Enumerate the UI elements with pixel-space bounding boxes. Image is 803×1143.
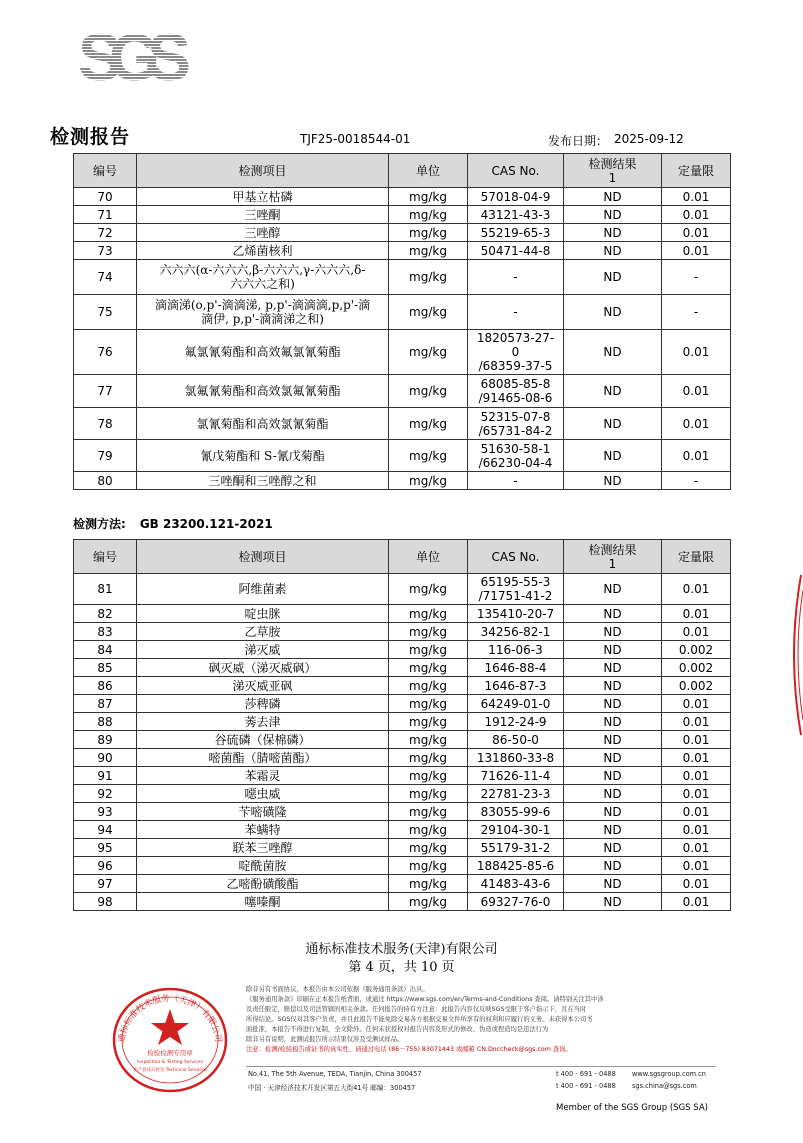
- cell-limit: 0.002: [662, 677, 731, 695]
- cell-cas: 64249-01-0: [468, 695, 564, 713]
- cell-cas-line: /68359-37-5: [478, 359, 553, 373]
- col-cas: CAS No.: [468, 154, 564, 188]
- address-en: No.41, The 5th Avenue, TEDA, Tianjin, China 300457: [248, 1070, 422, 1078]
- cell-no: 75: [74, 295, 137, 330]
- table-row: [74, 224, 731, 242]
- cell-result: ND: [564, 749, 662, 767]
- cell-item-line: 滴滴涕(o,p'-滴滴涕, p,p'-滴滴滴,p,p'-滴: [154, 298, 371, 312]
- cell-limit: 0.01: [662, 440, 731, 472]
- col-no: 编号: [74, 154, 137, 188]
- cell-unit: mg/kg: [389, 375, 468, 408]
- cell-limit: 0.01: [662, 875, 731, 893]
- cell-unit: mg/kg: [389, 749, 468, 767]
- col-item: 检测项目: [137, 540, 389, 574]
- cell-result: ND: [564, 713, 662, 731]
- sgs-logo-text: SGS: [78, 20, 191, 84]
- cell-unit: mg/kg: [389, 893, 468, 911]
- cell-limit: -: [662, 295, 731, 330]
- cell-cas: 1646-88-4: [468, 659, 564, 677]
- cell-unit: mg/kg: [389, 857, 468, 875]
- cell-item: 联苯三唑醇: [137, 839, 389, 857]
- table-row: [74, 295, 731, 330]
- company-seal: [110, 985, 230, 1095]
- cell-no: 84: [74, 641, 137, 659]
- table-row: [74, 785, 731, 803]
- disclaimer-line: 及责任限定，赔偿以及司法管辖的相关条款。任何报告的持有方注意：此报告内容仅反映SGS受限于客户指示下，且在当时: [246, 1006, 587, 1013]
- cell-no: 81: [74, 574, 137, 605]
- cell-limit: 0.01: [662, 188, 731, 206]
- verification-warning: 注意：检测/检验报告或证书的真实性，请通过电话 (86－755) 83071443 或邮箱 CN.Doccheck@sgs.com 查询。: [246, 1046, 572, 1053]
- test-method-standard: GB 23200.121-2021: [139, 517, 273, 531]
- sgs-member-note: Member of the SGS Group (SGS SA): [556, 1103, 708, 1113]
- cell-cas-line: /65731-84-2: [478, 423, 553, 438]
- cell-item-line: 六六六(α-六六六,β-六六六,γ-六六六,δ-: [159, 263, 366, 277]
- cell-cas-line: 0: [511, 345, 520, 359]
- cell-item: 乙烯菌核利: [137, 242, 389, 260]
- report-number: TJF25-0018544-01: [300, 132, 411, 146]
- seal-sub1: 检验检测专用章: [147, 1049, 193, 1057]
- cell-no: 95: [74, 839, 137, 857]
- cell-cas-line: 52315-07-8: [480, 409, 551, 424]
- table-row: [74, 408, 731, 440]
- cell-no: 86: [74, 677, 137, 695]
- cell-cas: 50471-44-8: [468, 242, 564, 260]
- table-row: [74, 731, 731, 749]
- cell-unit: mg/kg: [389, 659, 468, 677]
- cell-limit: 0.01: [662, 605, 731, 623]
- cell-no: 72: [74, 224, 137, 242]
- cell-item: 砜灭威（涕灭威砜）: [137, 659, 389, 677]
- report-title: 检测报告: [50, 126, 131, 148]
- cell-item: 乙草胺: [137, 623, 389, 641]
- cell-unit: mg/kg: [389, 677, 468, 695]
- cell-result: ND: [564, 188, 662, 206]
- cell-result: ND: [564, 803, 662, 821]
- cell-unit: mg/kg: [389, 188, 468, 206]
- table-row: [74, 605, 731, 623]
- cell-result: ND: [564, 440, 662, 472]
- cell-unit: mg/kg: [389, 641, 468, 659]
- cell-result: ND: [564, 206, 662, 224]
- cell-unit: mg/kg: [389, 605, 468, 623]
- cell-item: 苄嘧磺隆: [137, 803, 389, 821]
- cell-limit: 0.01: [662, 695, 731, 713]
- cell-result: ND: [564, 839, 662, 857]
- cell-item: 三唑醇: [137, 224, 389, 242]
- cell-limit: 0.01: [662, 821, 731, 839]
- cell-item: 阿维菌素: [137, 574, 389, 605]
- cell-limit: 0.01: [662, 623, 731, 641]
- cell-cas-line: /66230-04-4: [478, 455, 553, 470]
- cell-no: 76: [74, 330, 137, 375]
- col-result-label: 检测结果: [588, 542, 637, 557]
- cell-unit: mg/kg: [389, 731, 468, 749]
- issue-date-label: 发布日期：: [548, 134, 609, 148]
- cell-unit: mg/kg: [389, 330, 468, 375]
- table-row: [74, 875, 731, 893]
- cell-item: 氯氟氰菊酯和高效氯氟氰菊酯: [137, 375, 389, 408]
- cell-result: ND: [564, 623, 662, 641]
- table-header: [74, 154, 731, 188]
- cell-cas: 34256-82-1: [468, 623, 564, 641]
- cell-item: 涕灭威亚砜: [137, 677, 389, 695]
- table-row: [74, 440, 731, 472]
- cell-no: 73: [74, 242, 137, 260]
- cell-item-line: 滴伊, p,p'-滴滴涕之和): [201, 312, 324, 326]
- table-row: [74, 260, 731, 295]
- cell-cas: -: [468, 260, 564, 295]
- disclaimer-line: 除非另有书面协议，本报告由本公司依据《服务通用条款》出具。: [246, 986, 429, 993]
- cell-unit: mg/kg: [389, 839, 468, 857]
- cell-no: 94: [74, 821, 137, 839]
- cell-limit: 0.01: [662, 242, 731, 260]
- address-divider: [246, 1066, 716, 1067]
- cell-result: ND: [564, 659, 662, 677]
- cell-result: ND: [564, 295, 662, 330]
- cell-limit: 0.01: [662, 206, 731, 224]
- cell-result: ND: [564, 260, 662, 295]
- cell-unit: mg/kg: [389, 695, 468, 713]
- cell-cas: -: [468, 472, 564, 490]
- cell-unit: mg/kg: [389, 785, 468, 803]
- cell-item: 啶虫脒: [137, 605, 389, 623]
- page-number: 第 4 页，共 10 页: [348, 960, 455, 975]
- cell-no: 93: [74, 803, 137, 821]
- cell-cas: 1646-87-3: [468, 677, 564, 695]
- cell-item: 莠去津: [137, 713, 389, 731]
- cell-item: 氰戊菊酯和 S-氰戊菊酯: [137, 440, 389, 472]
- cell-item: 乙嘧酚磺酸酯: [137, 875, 389, 893]
- table-row: [74, 659, 731, 677]
- table-row: [74, 767, 731, 785]
- cell-unit: mg/kg: [389, 242, 468, 260]
- table-header: [74, 540, 731, 574]
- cell-limit: 0.01: [662, 408, 731, 440]
- cell-limit: 0.01: [662, 731, 731, 749]
- cell-cas-line: /71751-41-2: [478, 589, 553, 603]
- cell-item: 三唑酮: [137, 206, 389, 224]
- cell-limit: 0.01: [662, 713, 731, 731]
- cell-result: ND: [564, 408, 662, 440]
- cell-item: 氯氰菊酯和高效氯氰菊酯: [137, 408, 389, 440]
- cell-item: 谷硫磷（保棉磷）: [137, 731, 389, 749]
- disclaimer-line: 所得结论。SGS仅对其客户负责，并且此报告不能免除交易各方根据交易文件所享有的权利和应履行的义务。未获得本公司书: [246, 1016, 593, 1023]
- cell-no: 80: [74, 472, 137, 490]
- cell-cas: 43121-43-3: [468, 206, 564, 224]
- cell-result: ND: [564, 375, 662, 408]
- col-result-sub: 1: [608, 170, 617, 185]
- cell-no: 91: [74, 767, 137, 785]
- disclaimer: [246, 985, 716, 1055]
- col-limit: 定量限: [662, 540, 731, 574]
- cell-cas: 71626-11-4: [468, 767, 564, 785]
- table-row: [74, 695, 731, 713]
- cell-result: ND: [564, 224, 662, 242]
- seal-star-icon: [151, 1009, 189, 1045]
- cell-item-line: 六六六之和): [230, 277, 295, 291]
- cell-result: ND: [564, 785, 662, 803]
- cell-limit: 0.01: [662, 785, 731, 803]
- table-row: [74, 375, 731, 408]
- col-no: 编号: [74, 540, 137, 574]
- cell-result: ND: [564, 641, 662, 659]
- cell-item: 啶酰菌胺: [137, 857, 389, 875]
- cell-cas: [468, 440, 564, 472]
- email: sgs.china@sgs.com: [632, 1082, 697, 1090]
- cell-limit: 0.01: [662, 893, 731, 911]
- table-row: [74, 857, 731, 875]
- cell-item: 三唑酮和三唑醇之和: [137, 472, 389, 490]
- cell-no: 82: [74, 605, 137, 623]
- col-cas: CAS No.: [468, 540, 564, 574]
- table-row: [74, 641, 731, 659]
- issue-date: 2025-09-12: [614, 132, 684, 146]
- cell-cas: 41483-43-6: [468, 875, 564, 893]
- col-result: [564, 540, 662, 574]
- cell-result: ND: [564, 242, 662, 260]
- cell-unit: mg/kg: [389, 224, 468, 242]
- cell-unit: mg/kg: [389, 472, 468, 490]
- cell-item: 苯霜灵: [137, 767, 389, 785]
- disclaimer-line: 面批准，本报告不得进行复制，全文除外。任何未获授权对报告内容及形式的修改、伪造或捏造均是违法行为: [246, 1026, 549, 1033]
- cell-item: [137, 260, 389, 295]
- table-row: [74, 839, 731, 857]
- cell-cas: 29104-30-1: [468, 821, 564, 839]
- side-stamp-fragment: [783, 570, 803, 740]
- cell-unit: mg/kg: [389, 440, 468, 472]
- cell-item: 苯螨特: [137, 821, 389, 839]
- cell-unit: mg/kg: [389, 767, 468, 785]
- col-item: 检测项目: [137, 154, 389, 188]
- col-unit: 单位: [389, 540, 468, 574]
- cell-limit: 0.002: [662, 659, 731, 677]
- cell-no: 78: [74, 408, 137, 440]
- results-table-2: [73, 539, 731, 911]
- cell-result: ND: [564, 472, 662, 490]
- cell-no: 87: [74, 695, 137, 713]
- cell-item: 噁虫威: [137, 785, 389, 803]
- cell-cas: 86-50-0: [468, 731, 564, 749]
- cell-cas: [468, 375, 564, 408]
- table-row: [74, 749, 731, 767]
- cell-limit: 0.01: [662, 803, 731, 821]
- cell-result: ND: [564, 875, 662, 893]
- cell-cas: 188425-85-6: [468, 857, 564, 875]
- seal-text: 通标标准技术服务（天津）有限公司: [116, 993, 224, 1044]
- cell-unit: mg/kg: [389, 803, 468, 821]
- cell-item: 噻嗪酮: [137, 893, 389, 911]
- cell-limit: 0.01: [662, 767, 731, 785]
- col-result-label: 检测结果: [588, 156, 637, 171]
- results-table-1: [73, 153, 731, 490]
- col-result: [564, 154, 662, 188]
- cell-cas: 1912-24-9: [468, 713, 564, 731]
- seal-sub2: Inspection & Testing Services: [137, 1060, 203, 1065]
- cell-no: 77: [74, 375, 137, 408]
- cell-no: 71: [74, 206, 137, 224]
- table-row: [74, 472, 731, 490]
- cell-cas: 55219-65-3: [468, 224, 564, 242]
- cell-unit: mg/kg: [389, 295, 468, 330]
- cell-cas-line: 1820573-27-: [476, 331, 555, 345]
- address-cn: 中国 · 天津经济技术开发区第五大街41号 邮编：300457: [248, 1084, 416, 1092]
- cell-no: 90: [74, 749, 137, 767]
- cell-result: ND: [564, 677, 662, 695]
- cell-cas-line: 68085-85-8: [480, 377, 551, 391]
- table-row: [74, 206, 731, 224]
- cell-result: ND: [564, 695, 662, 713]
- col-unit: 单位: [389, 154, 468, 188]
- sgs-logo: [78, 20, 193, 84]
- cell-limit: 0.01: [662, 857, 731, 875]
- cell-no: 88: [74, 713, 137, 731]
- cell-no: 89: [74, 731, 137, 749]
- cell-limit: 0.01: [662, 375, 731, 408]
- cell-item: 涕灭威: [137, 641, 389, 659]
- table-body: [74, 188, 731, 490]
- cell-item: 氟氯氰菊酯和高效氟氯氰菊酯: [137, 330, 389, 375]
- cell-unit: mg/kg: [389, 574, 468, 605]
- cell-no: 79: [74, 440, 137, 472]
- test-method: [73, 515, 273, 532]
- cell-no: 74: [74, 260, 137, 295]
- cell-unit: mg/kg: [389, 623, 468, 641]
- cell-no: 85: [74, 659, 137, 677]
- company-name: 通标标准技术服务(天津)有限公司: [305, 942, 498, 957]
- cell-item: [137, 295, 389, 330]
- cell-unit: mg/kg: [389, 821, 468, 839]
- cell-result: ND: [564, 330, 662, 375]
- cell-no: 83: [74, 623, 137, 641]
- cell-limit: -: [662, 260, 731, 295]
- cell-no: 98: [74, 893, 137, 911]
- cell-cas: [468, 574, 564, 605]
- cell-cas-line: 65195-55-3: [480, 575, 551, 589]
- cell-no: 97: [74, 875, 137, 893]
- cell-cas: -: [468, 295, 564, 330]
- disclaimer-line: 除非另有说明，此测试报告所示结果仅涉及受测试样品。: [246, 1036, 404, 1043]
- cell-unit: mg/kg: [389, 713, 468, 731]
- col-limit: 定量限: [662, 154, 731, 188]
- phone-2: t 400 - 691 - 0488: [556, 1082, 616, 1090]
- cell-result: ND: [564, 731, 662, 749]
- cell-limit: -: [662, 472, 731, 490]
- table-row: [74, 188, 731, 206]
- cell-item: 莎稗磷: [137, 695, 389, 713]
- cell-cas: [468, 408, 564, 440]
- cell-result: ND: [564, 605, 662, 623]
- table-row: [74, 330, 731, 375]
- table-row: [74, 893, 731, 911]
- table-row: [74, 574, 731, 605]
- cell-cas: [468, 330, 564, 375]
- cell-cas: 22781-23-3: [468, 785, 564, 803]
- cell-item: 嘧菌酯（腈嘧菌酯）: [137, 749, 389, 767]
- cell-limit: 0.002: [662, 641, 731, 659]
- cell-cas-line: /91465-08-6: [478, 391, 553, 405]
- cell-unit: mg/kg: [389, 206, 468, 224]
- cell-limit: 0.01: [662, 224, 731, 242]
- cell-cas: 83055-99-6: [468, 803, 564, 821]
- cell-cas: 131860-33-8: [468, 749, 564, 767]
- cell-no: 96: [74, 857, 137, 875]
- table-body: [74, 574, 731, 911]
- cell-limit: 0.01: [662, 574, 731, 605]
- table-row: [74, 713, 731, 731]
- cell-result: ND: [564, 821, 662, 839]
- cell-limit: 0.01: [662, 839, 731, 857]
- cell-cas: 69327-76-0: [468, 893, 564, 911]
- cell-cas: 57018-04-9: [468, 188, 564, 206]
- col-result-sub: 1: [608, 556, 617, 571]
- cell-limit: 0.01: [662, 330, 731, 375]
- cell-no: 70: [74, 188, 137, 206]
- cell-cas: 116-06-3: [468, 641, 564, 659]
- cell-result: ND: [564, 857, 662, 875]
- seal-sub3: 农产食品实验室 Technical Services: [133, 1068, 207, 1073]
- cell-unit: mg/kg: [389, 260, 468, 295]
- cell-result: ND: [564, 574, 662, 605]
- cell-unit: mg/kg: [389, 875, 468, 893]
- cell-no: 92: [74, 785, 137, 803]
- table-row: [74, 623, 731, 641]
- table-row: [74, 803, 731, 821]
- cell-cas: 55179-31-2: [468, 839, 564, 857]
- disclaimer-line: 《服务通用条款》印刷在正本报告纸背面，或通过 https://www.sgs.com/en/Terms-and-Conditions 查阅。请特别关注其中涉: [246, 996, 604, 1003]
- website: www.sgsgroup.com.cn: [632, 1070, 706, 1078]
- table-row: [74, 821, 731, 839]
- table-row: [74, 677, 731, 695]
- cell-cas: 135410-20-7: [468, 605, 564, 623]
- cell-cas-line: 51630-58-1: [480, 441, 551, 456]
- cell-item: 甲基立枯磷: [137, 188, 389, 206]
- cell-unit: mg/kg: [389, 408, 468, 440]
- cell-result: ND: [564, 893, 662, 911]
- table-row: [74, 242, 731, 260]
- test-method-label: 检测方法:: [73, 517, 126, 531]
- cell-limit: 0.01: [662, 749, 731, 767]
- cell-result: ND: [564, 767, 662, 785]
- phone-1: t 400 - 691 - 0488: [556, 1070, 616, 1078]
